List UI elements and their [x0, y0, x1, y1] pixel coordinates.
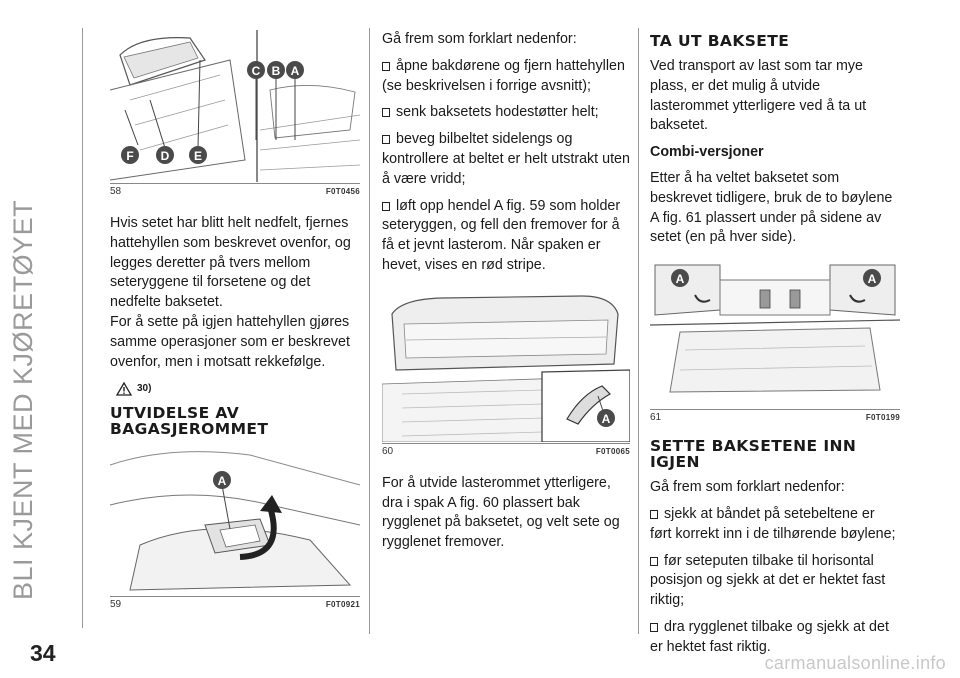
figure-58-number: 58 [110, 186, 122, 198]
bullet-item: sjekk at båndet på setebeltene er ført korrekt inn i de tilhørende bøylene; [650, 505, 896, 542]
figure-58-label-b [267, 61, 285, 79]
bullet-item: dra rygglenet tilbake og sjekk at det er hektet fast riktig. [650, 618, 889, 655]
section-heading: SETTE BAKSETENE INN IGJEN [650, 437, 857, 472]
checkbox-bullet-icon [382, 202, 390, 211]
subheading: Combi-versjoner [650, 144, 764, 161]
figure-60-illustration [382, 284, 630, 442]
warning-reference [116, 379, 360, 399]
figure-58-label-f [121, 146, 139, 164]
figure-58-code: F0T0456 [325, 187, 360, 197]
column-divider-2 [638, 28, 639, 634]
svg-text:A: A [675, 272, 685, 287]
bullet-item: senk baksetets hodestøtter helt; [382, 103, 630, 123]
svg-text:A: A [290, 64, 300, 78]
checkbox-bullet-icon [382, 135, 390, 144]
figure-58-label-c [247, 61, 265, 79]
side-section-title: BLI KJENT MED KJØRETØYET [8, 199, 38, 600]
bullet-item: før seteputen tilbake til horisontal posisjon og sjekk at det er hektet fast riktig; [650, 552, 886, 609]
figure-61-number: 61 [650, 412, 662, 424]
checkbox-bullet-icon [650, 510, 658, 519]
figure-58-label-e [189, 146, 207, 164]
figure-59-caption [110, 596, 360, 613]
figure-60-code: F0T0065 [595, 446, 630, 456]
figure-61 [650, 260, 900, 426]
svg-text:B: B [271, 64, 281, 78]
figure-59-illustration [110, 445, 360, 595]
paragraph: For å utvide lasterommet ytterligere, dra i spak A fig. 60 plassert bak rygglenet på baksetet, og velt sete og rygglenet fremover. [382, 474, 620, 551]
svg-text:C: C [251, 64, 261, 78]
watermark: carmanualsonline.info [764, 653, 946, 673]
checkbox-bullet-icon [382, 62, 390, 71]
section-heading: UTVIDELSE AV BAGASJEROMMET [110, 404, 269, 439]
checkbox-bullet-icon [650, 557, 658, 566]
figure-60 [382, 284, 630, 460]
svg-text:A: A [601, 411, 611, 426]
bullet-item: beveg bilbeltet sidelengs og kontrollere at beltet er helt utstrakt uten å være vridd; [382, 131, 630, 187]
figure-61-caption [650, 409, 900, 426]
svg-text:F: F [126, 149, 134, 163]
figure-59 [110, 445, 360, 613]
svg-text:D: D [160, 149, 170, 163]
figure-61-label-a-left [671, 269, 689, 287]
svg-text:E: E [193, 149, 203, 163]
figure-59-code: F0T0921 [325, 600, 360, 610]
bullet-item: åpne bakdørene og fjern hattehyllen (se beskrivelsen i forrige avsnitt); [382, 57, 625, 94]
figure-58-label-d [156, 146, 174, 164]
paragraph: Hvis setet har blitt helt nedfelt, fjernes hattehyllen som beskrevet ovenfor, og legges deretter på tvers mellom seteryggene til forsetene og det nedfelte baksetet. [110, 215, 351, 311]
column-2 [382, 30, 630, 560]
page-number: 34 [30, 640, 56, 666]
column-1 [110, 30, 360, 613]
warning-ref-number: 30) [137, 383, 152, 395]
figure-58-label-a [286, 61, 304, 79]
figure-61-illustration [650, 260, 900, 408]
paragraph: For å sette på igjen hattehyllen gjøres samme operasjoner som er beskrevet ovenfor, men i motsatt rekkefølge. [110, 313, 350, 370]
paragraph: Ved transport av last som tar mye plass, er det mulig å utvide lasterommet ytterligere ved å ta ut baksetet. [650, 58, 867, 134]
bullet-item: løft opp hendel A fig. 59 som holder seteryggen, og fell den fremover for å få et jevnt lasterom. Når spaken er hevet, vises en rød stripe. [382, 197, 621, 273]
svg-text:A: A [867, 272, 877, 287]
paragraph: Etter å ha veltet baksetet som beskrevet tidligere, bruk de to bøylene A fig. 61 plassert under på sidene av setet (en på hver side). [650, 169, 893, 246]
figure-58 [110, 30, 360, 200]
warning-triangle-icon [116, 382, 132, 396]
figure-58-caption [110, 183, 360, 200]
figure-58-illustration [110, 30, 360, 182]
figure-59-number: 59 [110, 599, 122, 611]
intro-text: Gå frem som forklart nedenfor: [650, 479, 845, 496]
figure-60-caption [382, 443, 630, 460]
figure-60-label-a [597, 409, 615, 427]
figure-61-code: F0T0199 [865, 413, 900, 423]
intro-text: Gå frem som forklart nedenfor: [382, 31, 577, 47]
checkbox-bullet-icon [650, 623, 658, 632]
figure-59-label-a [213, 471, 231, 489]
svg-text:A: A [217, 474, 227, 489]
figure-61-label-a-right [863, 269, 881, 287]
figure-60-number: 60 [382, 445, 394, 457]
column-3 [650, 30, 900, 665]
section-heading: TA UT BAKSETE [650, 32, 790, 50]
column-divider-1 [369, 28, 370, 634]
checkbox-bullet-icon [382, 108, 390, 117]
side-rule [82, 28, 83, 628]
